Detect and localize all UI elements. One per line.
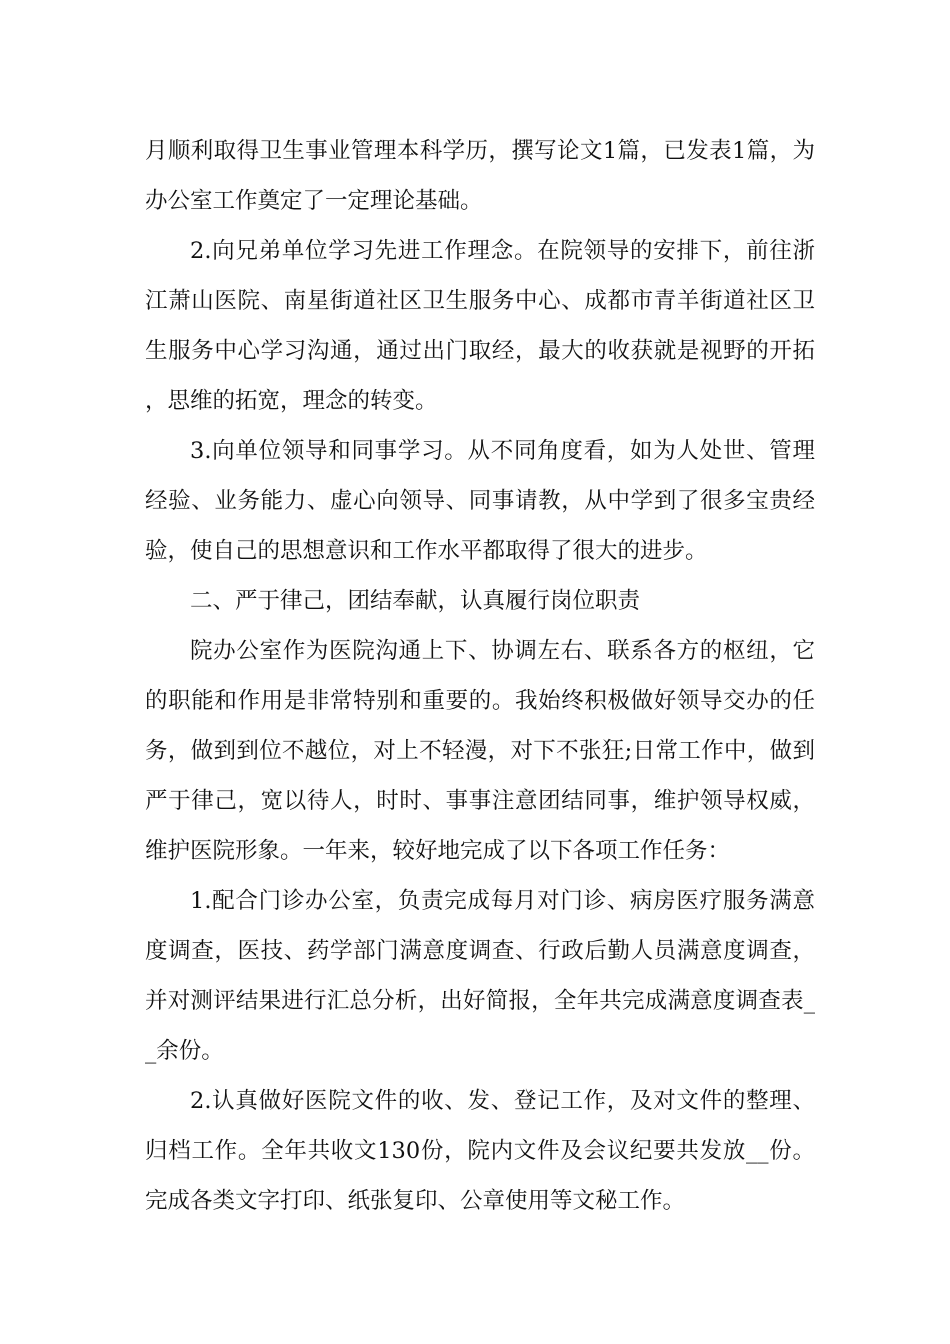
document-body <box>145 126 815 1226</box>
paragraph-task-documents: 2.认真做好医院文件的收、发、登记工作，及对文件的整理、归档工作。全年共收文130份，院内文件及会议纪要共发放__份。完成各类文字打印、纸张复印、公章使用等文秘工作。 <box>145 1088 815 1214</box>
paragraph-office-role: 院办公室作为医院沟通上下、协调左右、联系各方的枢纽，它的职能和作用是非常特别和重要的。我始终积极做好领导交办的任务，做到到位不越位，对上不轻漫，对下不张狂;日常工作中，做到严于律己，宽以待人，时时、事事注意团结同事，维护领导权威，维护医院形象。一年来，较好地完成了以下各项工作任务： <box>145 638 815 864</box>
paragraph-learn-leaders: 3.向单位领导和同事学习。从不同角度看，如为人处世、管理经验、业务能力、虚心向领导、同事请教，从中学到了很多宝贵经验，使自己的思想意识和工作水平都取得了很大的进步。 <box>145 438 815 564</box>
paragraph-education: 月顺利取得卫生事业管理本科学历，撰写论文1篇，已发表1篇，为办公室工作奠定了一定理论基础。 <box>145 138 815 214</box>
paragraph-learn-peer-units: 2.向兄弟单位学习先进工作理念。在院领导的安排下，前往浙江萧山医院、南星街道社区卫生服务中心、成都市青羊街道社区卫生服务中心学习沟通，通过出门取经，最大的收获就是视野的开拓，思维的拓宽，理念的转变。 <box>145 238 815 414</box>
paragraph-task-survey: 1.配合门诊办公室，负责完成每月对门诊、病房医疗服务满意度调查，医技、药学部门满意度调查、行政后勤人员满意度调查，并对测评结果进行汇总分析，出好简报，全年共完成满意度调查表__余份。 <box>145 888 815 1064</box>
section-heading-two: 二、严于律己，团结奉献，认真履行岗位职责 <box>190 588 641 614</box>
